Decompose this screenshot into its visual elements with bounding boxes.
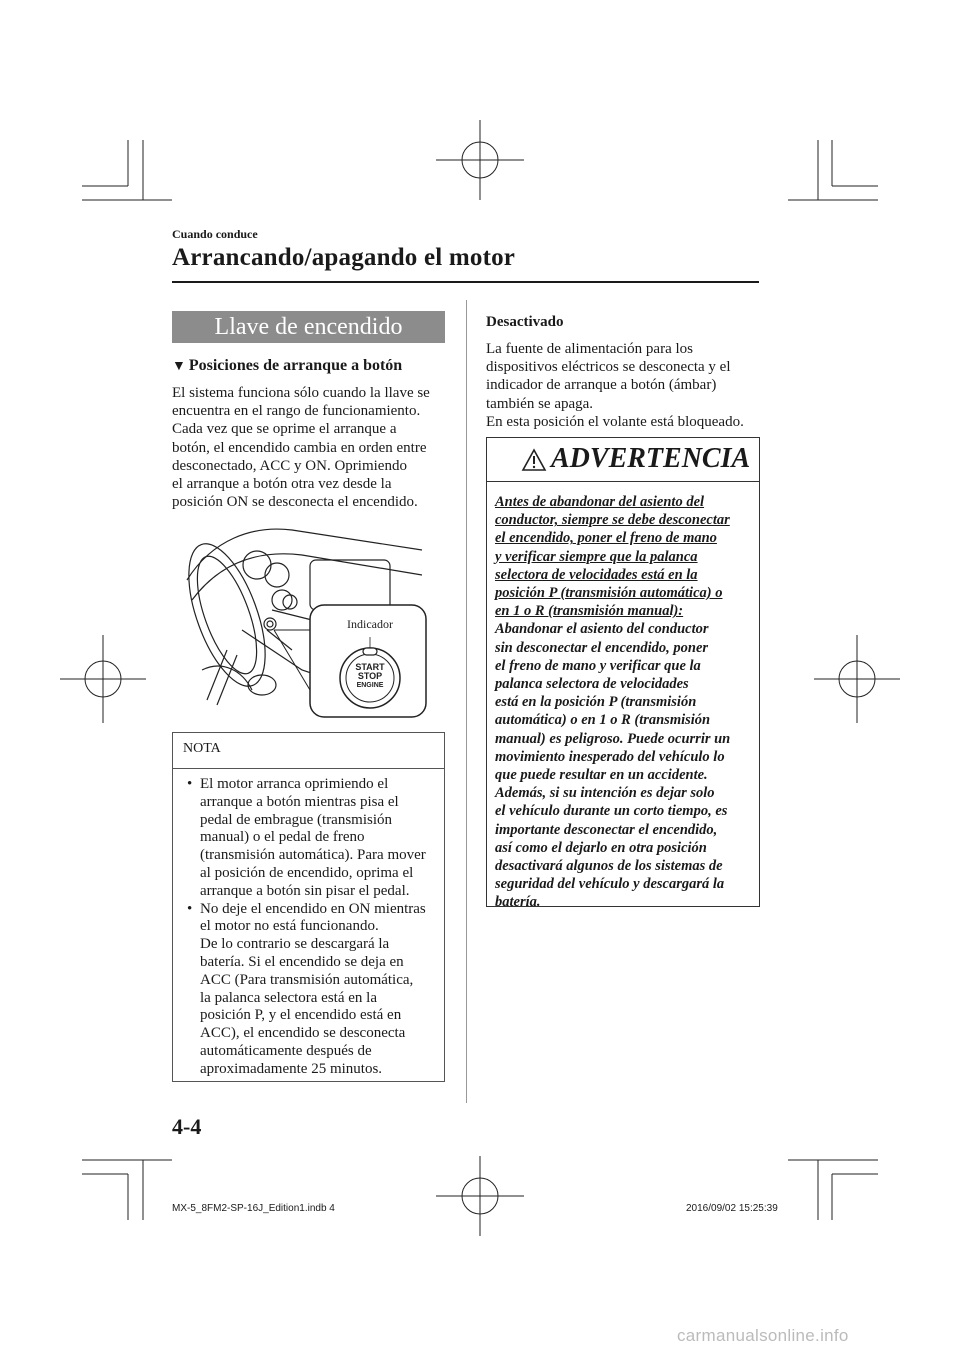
note-line: ACC), el encendido se desconecta [200,1025,406,1042]
warning-line-underlined: el encendido, poner el freno de mano [495,530,717,547]
warning-line: así como el dejarlo en otra posición [495,839,707,856]
warning-line-underlined: Antes de abandonar del asiento del [495,494,705,510]
dashboard-illustration [182,520,428,720]
print-timestamp: 2016/09/02 15:25:39 [686,1203,778,1214]
note-item [183,901,445,1079]
warning-box [486,437,760,911]
warning-triangle-icon [521,448,547,472]
paragraph-line: El sistema funciona sólo cuando la llave se [172,385,430,401]
warning-line-underlined: y verificar siempre que la palanca [495,548,698,565]
note-line: El motor arranca oprimiendo el [200,776,389,792]
note-line: arranque a botón sin pisar el pedal. [200,882,410,899]
subheading-push-button-positions [172,357,402,375]
warning-line-underlined: conductor, siempre se debe desconectar [495,512,730,529]
note-item [183,776,445,901]
note-line: la palanca selectora está en la [200,989,377,1006]
note-line: automáticamente después de [200,1042,372,1059]
dashboard-drawing [182,520,428,720]
warning-line: sin desconectar el encendido, poner [495,639,709,656]
warning-line-underlined: selectora de velocidades está en la [495,566,698,583]
indicator-callout: Indicador [347,617,393,631]
note-line: pedal de embrague (transmisión [200,811,393,828]
paragraph-line: La fuente de alimentación para los [486,341,693,357]
warning-line: seguridad del vehículo y descargará la [495,876,725,893]
paragraph-line: encuentra en el rango de funcionamiento. [172,403,421,420]
paragraph-line: posición ON se desconecta el encendido. [172,494,418,511]
paragraph-line: En esta posición el volante está bloqueado. [486,413,744,430]
warning-line: está en la posición P (transmisión [495,694,697,711]
paragraph-line: dispositivos eléctricos se desconecta y el [486,359,731,376]
warning-body [495,493,757,912]
note-line: batería. Si el encendido se deja en [200,953,404,970]
note-line: manual) o el pedal de freno [200,829,365,846]
paragraph-line: también se apaga. [486,395,594,412]
page-number: 4-4 [172,1114,202,1139]
intro-paragraph [172,384,448,511]
note-line: al posición de encendido, oprima el [200,864,414,881]
watermark-link[interactable]: carmanualsonline.info [677,1326,849,1345]
note-line: posición P, y el encendido está en [200,1007,402,1024]
warning-line: movimiento inesperado del vehículo lo [495,748,725,765]
paragraph-line: Cada vez que se oprime el arranque a [172,421,397,438]
warning-line: el vehículo durante un corto tiempo, es [495,803,728,820]
page-title: Arrancando/apagando el motor [172,244,516,271]
section-label: Cuando conduce [172,227,258,241]
header-rule [172,281,759,283]
warning-line: palanca selectora de velocidades [495,676,689,693]
warning-line: batería. [495,894,541,911]
button-label-engine: ENGINE [356,682,384,689]
warning-title: ADVERTENCIA [551,443,751,474]
note-line: No deje el encendido en ON mientras [200,900,426,917]
subheading-text: Posiciones de arranque a botón [188,357,403,374]
print-file-name: MX-5_8FM2-SP-16J_Edition1.indb 4 [172,1203,335,1214]
button-label-stop: STOP [357,671,383,681]
warning-line: automática) o en 1 o R (transmisión [495,712,711,729]
note-list [183,776,445,1079]
note-box [172,732,445,1082]
warning-line: Abandonar el asiento del conductor [495,621,709,638]
note-line: (transmisión automática). Para mover [200,847,426,864]
note-line: aproximadamente 25 minutos. [200,1060,383,1077]
note-title: NOTA [183,741,221,756]
bullet-icon: • [187,900,193,917]
off-paragraph [486,340,760,431]
warning-line-underlined: posición P (transmisión automática) o [495,585,723,602]
warning-line: desactivará algunos de los sistemas de [495,858,723,875]
topic-banner: Llave de encendido [172,311,445,343]
note-line: el motor no está funcionando. [200,918,379,935]
triangle-down-icon: ▼ [172,359,186,374]
warning-line-underlined: en 1 o R (transmisión manual): [495,603,684,620]
subheading-off: Desactivado [486,314,564,330]
paragraph-line: indicador de arranque a botón (ámbar) [486,377,717,394]
note-line: De lo contrario se descargará la [200,936,390,953]
note-line: ACC (Para transmisión automática, [200,971,414,988]
warning-header [487,438,759,482]
warning-line: importante desconectar el encendido, [495,821,718,838]
paragraph-line: botón, el encendido cambia en orden entre [172,439,427,456]
paragraph-line: desconectado, ACC y ON. Oprimiendo [172,457,407,474]
note-line: arranque a botón mientras pisa el [200,793,399,810]
column-divider [466,300,467,1103]
warning-line: manual) es peligroso. Puede ocurrir un [495,730,731,747]
bullet-icon: • [187,776,193,792]
warning-line: Además, si su intención es dejar solo [495,785,715,802]
warning-line: el freno de mano y verificar que la [495,657,701,674]
button-label-start: START [355,662,385,672]
paragraph-line: el arranque a botón otra vez desde la [172,476,392,493]
warning-line: que puede resultar en un accidente. [495,767,708,784]
note-divider [173,768,444,769]
